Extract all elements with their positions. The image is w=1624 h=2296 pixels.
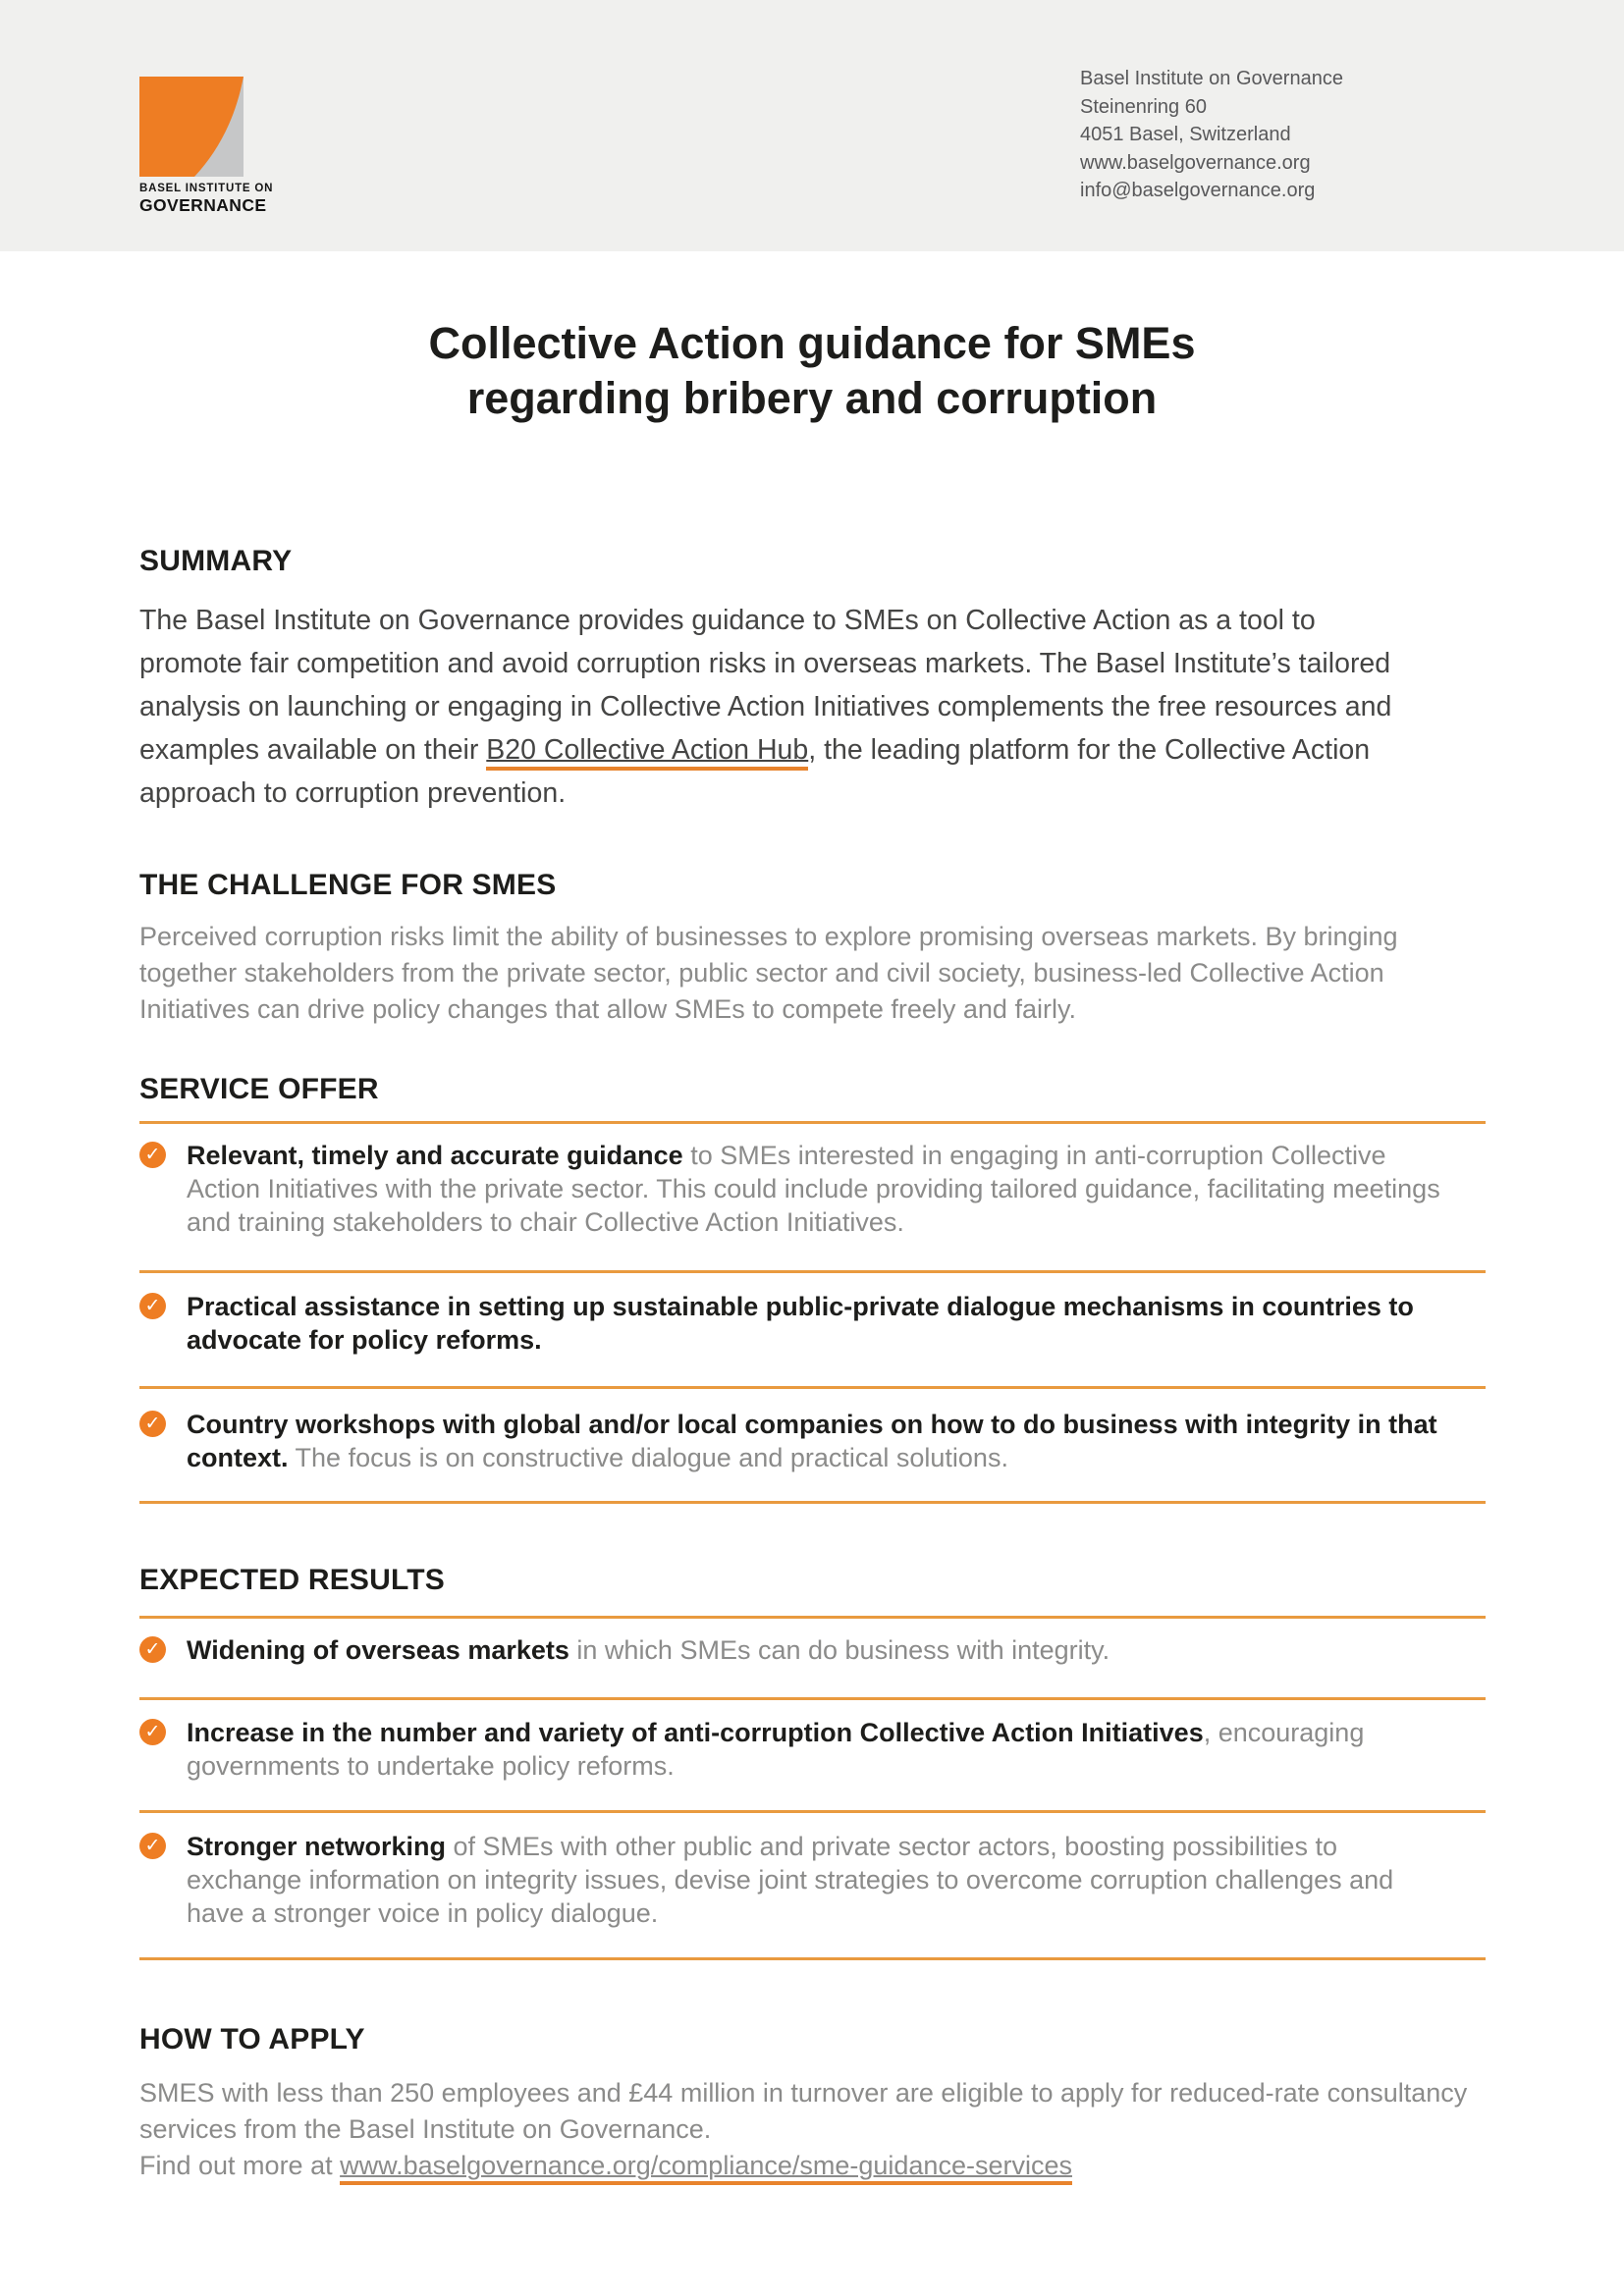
basel-logo: [139, 77, 274, 216]
how-to-apply-text: SMES with less than 250 employees and £44 million in turnover are eligible to apply for reduced-rate consultancy services from the Basel Institute on Governance.: [139, 2078, 1468, 2144]
section-divider: [139, 1270, 1486, 1273]
find-out-more-line: [139, 2148, 1514, 2184]
service-offer-item: [139, 1139, 1451, 1239]
item-rest-text: to SMEs interested in engaging in anti-corruption Collective Action Initiatives with the private sector. This could include providing tailored guidance, facilitating meetings and training stakeholders to chair Collective Action Initiatives.: [187, 1141, 1440, 1237]
how-to-apply-heading: HOW TO APPLY: [139, 2023, 365, 2056]
service-offer-item-text: [187, 1290, 1451, 1357]
service-offer-item: [139, 1290, 1451, 1357]
page-title-line1: Collective Action guidance for SMEs: [428, 318, 1196, 368]
how-to-apply-paragraph: [139, 2075, 1514, 2184]
summary-heading: SUMMARY: [139, 545, 293, 577]
expected-results-heading: EXPECTED RESULTS: [139, 1564, 446, 1596]
contact-block: [1080, 65, 1343, 205]
expected-results-item-text: [187, 1830, 1451, 1930]
contact-org: Basel Institute on Governance: [1080, 68, 1343, 89]
contact-city: 4051 Basel, Switzerland: [1080, 124, 1291, 145]
summary-paragraph: [139, 599, 1411, 815]
check-icon: ✓: [139, 1411, 166, 1437]
service-offer-heading: SERVICE OFFER: [139, 1073, 379, 1105]
summary-text-after-link: , the leading platform for the Collective Action approach to corruption prevention.: [139, 734, 1371, 809]
item-bold-lead: Stronger networking: [187, 1832, 447, 1861]
challenge-paragraph: Perceived corruption risks limit the ability of businesses to explore promising overseas markets. By bringing together stakeholders from the private sector, public sector and civil society, business-led Collective Action Initiatives can drive policy changes that allow SMEs to compete freely and fairly.: [139, 922, 1398, 1024]
item-bold-lead: Increase in the number and variety of anti-corruption Collective Action Initiatives: [187, 1718, 1204, 1747]
check-icon: ✓: [139, 1719, 166, 1745]
logo-text-line1: BASEL INSTITUTE ON: [139, 183, 274, 194]
service-offer-item-text: [187, 1408, 1451, 1474]
section-divider: [139, 1386, 1486, 1389]
expected-results-item: [139, 1830, 1451, 1930]
expected-results-item: [139, 1716, 1451, 1783]
section-divider: [139, 1810, 1486, 1813]
section-divider: [139, 1616, 1486, 1619]
expected-results-item: [139, 1633, 1451, 1667]
item-bold-lead: Practical assistance in setting up sustainable public-private dialogue mechanisms in countries to advocate for policy reforms.: [187, 1292, 1414, 1355]
check-icon: ✓: [139, 1293, 166, 1319]
check-icon: ✓: [139, 1636, 166, 1663]
expected-results-item-text: [187, 1633, 1110, 1667]
item-bold-lead: Widening of overseas markets: [187, 1635, 569, 1665]
contact-street: Steinenring 60: [1080, 95, 1207, 118]
check-icon: ✓: [139, 1142, 166, 1168]
page-title: [0, 316, 1624, 426]
item-bold-lead: Relevant, timely and accurate guidance: [187, 1141, 683, 1170]
section-divider: [139, 1957, 1486, 1960]
contact-email: info@baselgovernance.org: [1080, 180, 1316, 201]
service-offer-item: [139, 1408, 1451, 1474]
contact-website: www.baselgovernance.org: [1080, 151, 1311, 174]
summary-text-before-link: The Basel Institute on Governance provides guidance to SMEs on Collective Action as a tool to promote fair competition and avoid corruption risks in overseas markets. The Basel Institute’s tailored analysis on launching or engaging in Collective Action Initiatives complements the free resources and examples available on their: [139, 605, 1392, 766]
challenge-heading: THE CHALLENGE FOR SMES: [139, 869, 557, 901]
section-divider: [139, 1697, 1486, 1700]
sme-guidance-link[interactable]: www.baselgovernance.org/compliance/sme-guidance-services: [340, 2151, 1072, 2185]
item-rest-text: The focus is on constructive dialogue and practical solutions.: [288, 1443, 1008, 1472]
page-title-line2: regarding bribery and corruption: [466, 373, 1158, 423]
item-rest-text: , encouraging governments to undertake policy reforms.: [187, 1718, 1365, 1781]
find-out-more-prefix: Find out more at: [139, 2151, 341, 2180]
logo-text-line2: GOVERNANCE: [139, 195, 267, 215]
item-rest-text: in which SMEs can do business with integrity.: [568, 1635, 1110, 1665]
item-rest-text: of SMEs with other public and private sector actors, boosting possibilities to exchange information on integrity issues, devise joint strategies to overcome corruption challenges and have a stronger voice in policy dialogue.: [187, 1832, 1394, 1928]
check-icon: ✓: [139, 1833, 166, 1859]
expected-results-item-text: [187, 1716, 1451, 1783]
item-bold-lead: Country workshops with global and/or local companies on how to do business with integrity in that context.: [187, 1410, 1437, 1472]
section-divider: [139, 1501, 1486, 1504]
basel-logo-mark: [139, 77, 244, 177]
service-offer-item-text: [187, 1139, 1451, 1239]
b20-hub-link[interactable]: B20 Collective Action Hub: [486, 734, 808, 771]
section-divider: [139, 1121, 1486, 1124]
